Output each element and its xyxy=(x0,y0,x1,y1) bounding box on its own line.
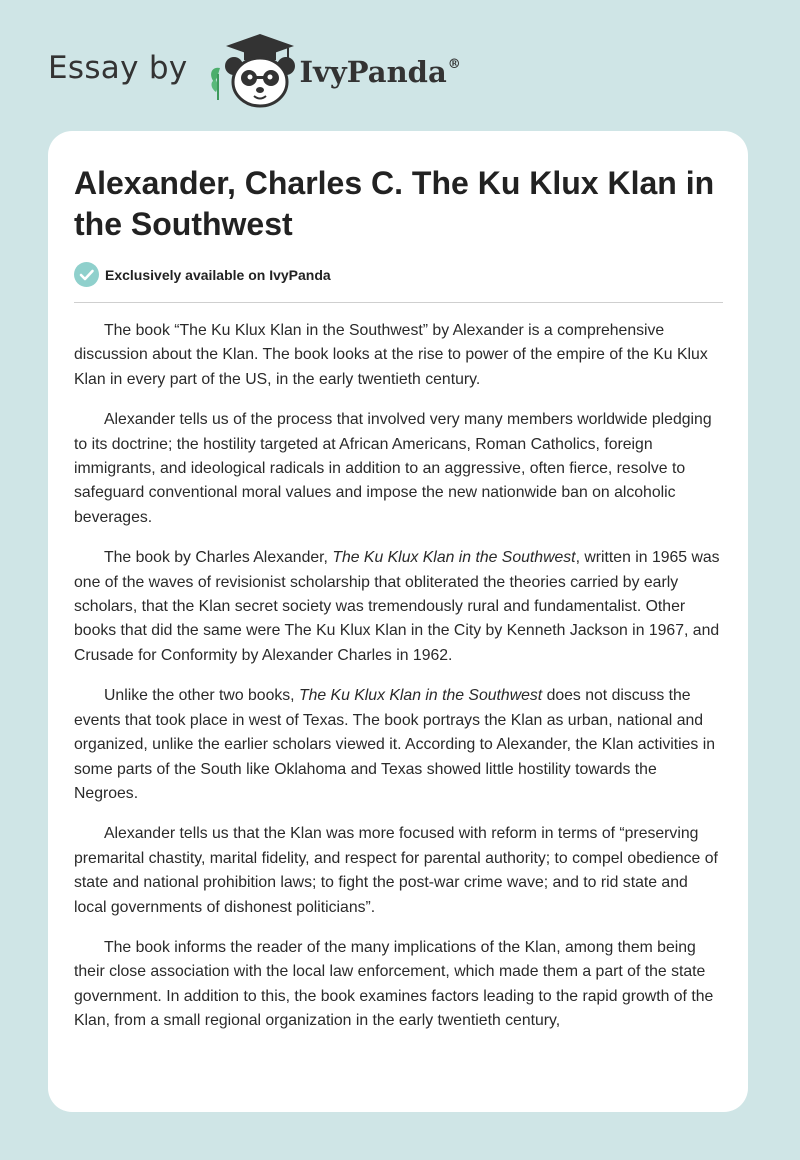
essay-body xyxy=(74,319,724,1050)
page-title: Alexander, Charles C. The Ku Klux Klan in the Southwest xyxy=(74,165,715,242)
paragraph-1: The book “The Ku Klux Klan in the Southwest” by Alexander is a comprehensive discussion about the Klan. The book looks at the rise to power of the empire of the Ku Klux Klan in every part of the US, in the early twentieth century. xyxy=(74,322,708,388)
paragraph-5: Alexander tells us that the Klan was more focused with reform in terms of “preserving premarital chastity, marital fidelity, and respect for parental authority; to compel obedience of state and national prohibition laws; to fight the post-war crime wave; and to rid state and local governments of dishonest politicians”. xyxy=(74,825,718,916)
paragraph-2: Alexander tells us of the process that involved very many members worldwide pledging to its doctrine; the hostility targeted at African Americans, Roman Catholics, foreign immigrants, and ideological radicals in addition to an aggressive, often fierce, resolve to safeguard conventional moral values and impose the new nationwide ban on alcoholic beverages. xyxy=(74,411,712,526)
registered-mark: ® xyxy=(447,57,461,72)
essay-by-label: Essay by xyxy=(48,50,188,86)
paragraph-6: The book informs the reader of the many implications of the Klan, among them being their close association with the local law enforcement, which made them a part of the state government. In addition to this, the book examines factors leading to the rapid growth of the Klan, from a small regional organization in the early twentieth century, xyxy=(74,938,714,1030)
panda-graduate-icon[interactable] xyxy=(204,30,296,110)
badge-text: Exclusively available on IvyPanda xyxy=(105,266,331,283)
divider xyxy=(74,302,723,303)
book-title-italic: The Ku Klux Klan in the Southwest xyxy=(332,549,576,567)
check-circle-icon xyxy=(74,262,99,287)
brand-name[interactable]: IvyPanda® xyxy=(299,55,461,89)
book-title-italic: The Ku Klux Klan in the Southwest xyxy=(298,687,543,705)
essay-card xyxy=(48,131,748,1112)
site-header xyxy=(48,28,468,112)
paragraph-3: The book by Charles Alexander, The Ku Klux Klan in the Southwest, written in 1965 was one of the waves of revisionist scholarship that obliterated the theories carried by early scholars, that the Klan secret society was tremendously rural and fundamentalist. Other books that did the same were The Ku Klux Klan in the City by Kenneth Jackson in 1967, and Crusade for Conformity by Alexander Charles in 1962. xyxy=(74,549,720,664)
exclusive-badge xyxy=(74,262,331,287)
paragraph-4: Unlike the other two books, The Ku Klux Klan in the Southwest does not discuss the events that took place in west of Texas. The book portrays the Klan as urban, national and organized, unlike the earlier scholars viewed it. According to Alexander, the Klan activities in some parts of the South like Oklahoma and Texas showed little hostility towards the Negroes. xyxy=(74,687,716,802)
